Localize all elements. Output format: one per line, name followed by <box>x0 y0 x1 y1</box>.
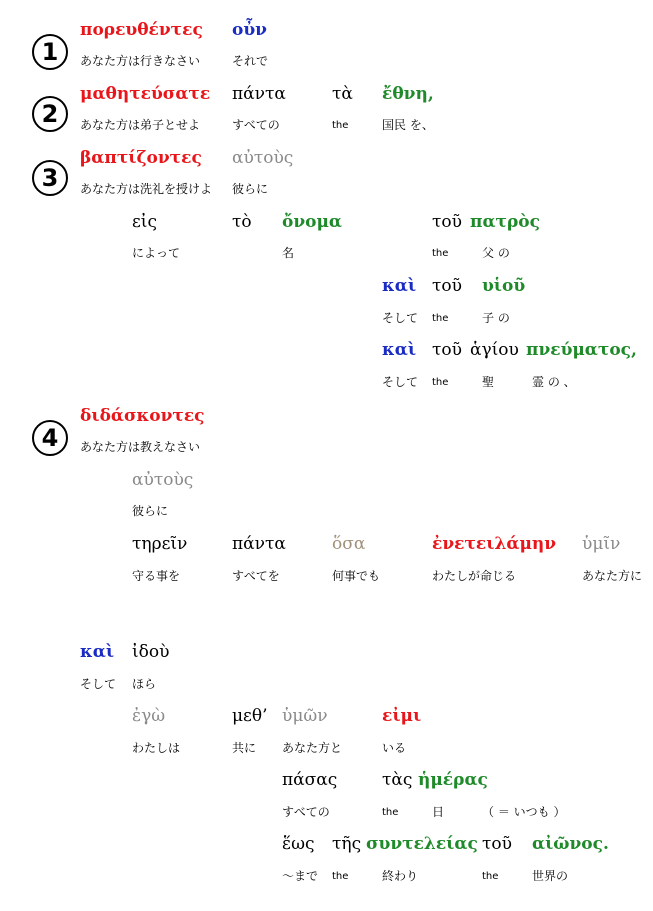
greek-word: πάσας <box>282 770 338 790</box>
greek-word: ὑμῶν <box>282 706 328 726</box>
gloss: によって <box>132 246 181 260</box>
greek-word: υἱοῦ <box>482 276 526 296</box>
greek-word: βαπτίζοντες <box>80 148 202 168</box>
gloss: あなた方は行きなさい <box>80 54 201 68</box>
note: （ ＝ いつも ） <box>482 805 566 819</box>
greek-word: μεθ’ <box>232 706 268 726</box>
greek-word: τηρεῖν <box>132 534 188 554</box>
gloss: 名 <box>282 246 295 260</box>
greek-word: πάντα <box>232 534 286 554</box>
gloss: 何事でも <box>332 569 381 583</box>
greek-word: ἡμέρας <box>418 770 488 790</box>
gloss: the <box>332 120 349 131</box>
greek-word: εἰς <box>132 212 157 232</box>
greek-word: τοῦ <box>432 276 462 296</box>
greek-word: τῆς <box>332 834 362 854</box>
greek-word: τοῦ <box>432 212 462 232</box>
greek-word: τὸ <box>232 212 252 232</box>
gloss: 父 の <box>482 246 510 260</box>
greek-word: τὰς <box>382 770 413 790</box>
marker-2: 2 <box>32 96 68 132</box>
gloss: そして <box>382 311 419 325</box>
gloss: あなた方に <box>582 569 643 583</box>
gloss: わたしは <box>132 741 181 755</box>
greek-word: ἁγίου <box>470 340 519 360</box>
gloss: そして <box>80 677 117 691</box>
gloss: すべてを <box>232 569 280 583</box>
gloss: あなた方は教えなさい <box>80 440 201 454</box>
greek-word: ἰδοὺ <box>132 642 170 662</box>
greek-word: αὐτοὺς <box>232 148 294 168</box>
greek-word: εἰμι <box>382 706 422 726</box>
greek-word: ἔθνη, <box>382 84 434 104</box>
gloss: いる <box>382 741 407 755</box>
gloss: あなた方は洗礼を授けよ <box>80 182 213 196</box>
gloss: 聖 <box>482 375 495 389</box>
gloss: 終わり <box>382 869 419 883</box>
gloss: 彼らに <box>232 182 269 196</box>
gloss: あなた方は弟子とせよ <box>80 118 201 132</box>
greek-word: ἐνετειλάμην <box>432 534 557 554</box>
greek-word: αἰῶνος. <box>532 834 609 854</box>
gloss: そして <box>382 375 419 389</box>
marker-4: 4 <box>32 420 68 456</box>
greek-word: τὰ <box>332 84 353 104</box>
greek-word: τοῦ <box>482 834 512 854</box>
greek-word: πνεύματος, <box>526 340 637 360</box>
greek-word: πατρὸς <box>470 212 540 232</box>
greek-word: συντελείας <box>366 834 478 854</box>
gloss: すべての <box>282 805 330 819</box>
greek-word: πάντα <box>232 84 286 104</box>
gloss: the <box>482 871 499 882</box>
greek-word: οὖν <box>232 20 267 40</box>
gloss: 子 の <box>482 311 510 325</box>
greek-word: ὅσα <box>332 534 366 554</box>
gloss: 霊 の 、 <box>532 375 576 389</box>
gloss: the <box>432 377 449 388</box>
gloss: 守る事を <box>132 569 181 583</box>
greek-word: ἐγὼ <box>132 706 166 726</box>
gloss: ～まで <box>282 869 319 883</box>
gloss: the <box>332 871 349 882</box>
gloss: the <box>432 248 449 259</box>
marker-1: 1 <box>32 34 68 70</box>
gloss: the <box>382 807 399 818</box>
greek-word: πορευθέντες <box>80 20 203 40</box>
gloss: 国民 を、 <box>382 118 434 132</box>
greek-word: καὶ <box>80 642 115 662</box>
greek-word: ἕως <box>282 834 315 854</box>
gloss: ほら <box>132 677 157 691</box>
gloss: わたしが命じる <box>432 569 517 583</box>
gloss: 彼らに <box>132 504 169 518</box>
greek-word: καὶ <box>382 340 417 360</box>
gloss: すべての <box>232 118 280 132</box>
greek-word: καὶ <box>382 276 417 296</box>
gloss: 世界の <box>532 869 569 883</box>
gloss: 共に <box>232 741 257 755</box>
greek-word: ὄνομα <box>282 212 342 232</box>
gloss: 日 <box>432 805 445 819</box>
gloss: あなた方と <box>282 741 343 755</box>
marker-3: 3 <box>32 160 68 196</box>
greek-word: διδάσκοντες <box>80 406 205 426</box>
gloss: the <box>432 313 449 324</box>
greek-word: αὐτοὺς <box>132 470 194 490</box>
greek-word: ὑμῖν <box>582 534 621 554</box>
greek-word: μαθητεύσατε <box>80 84 211 104</box>
gloss: それで <box>232 54 269 68</box>
greek-word: τοῦ <box>432 340 462 360</box>
